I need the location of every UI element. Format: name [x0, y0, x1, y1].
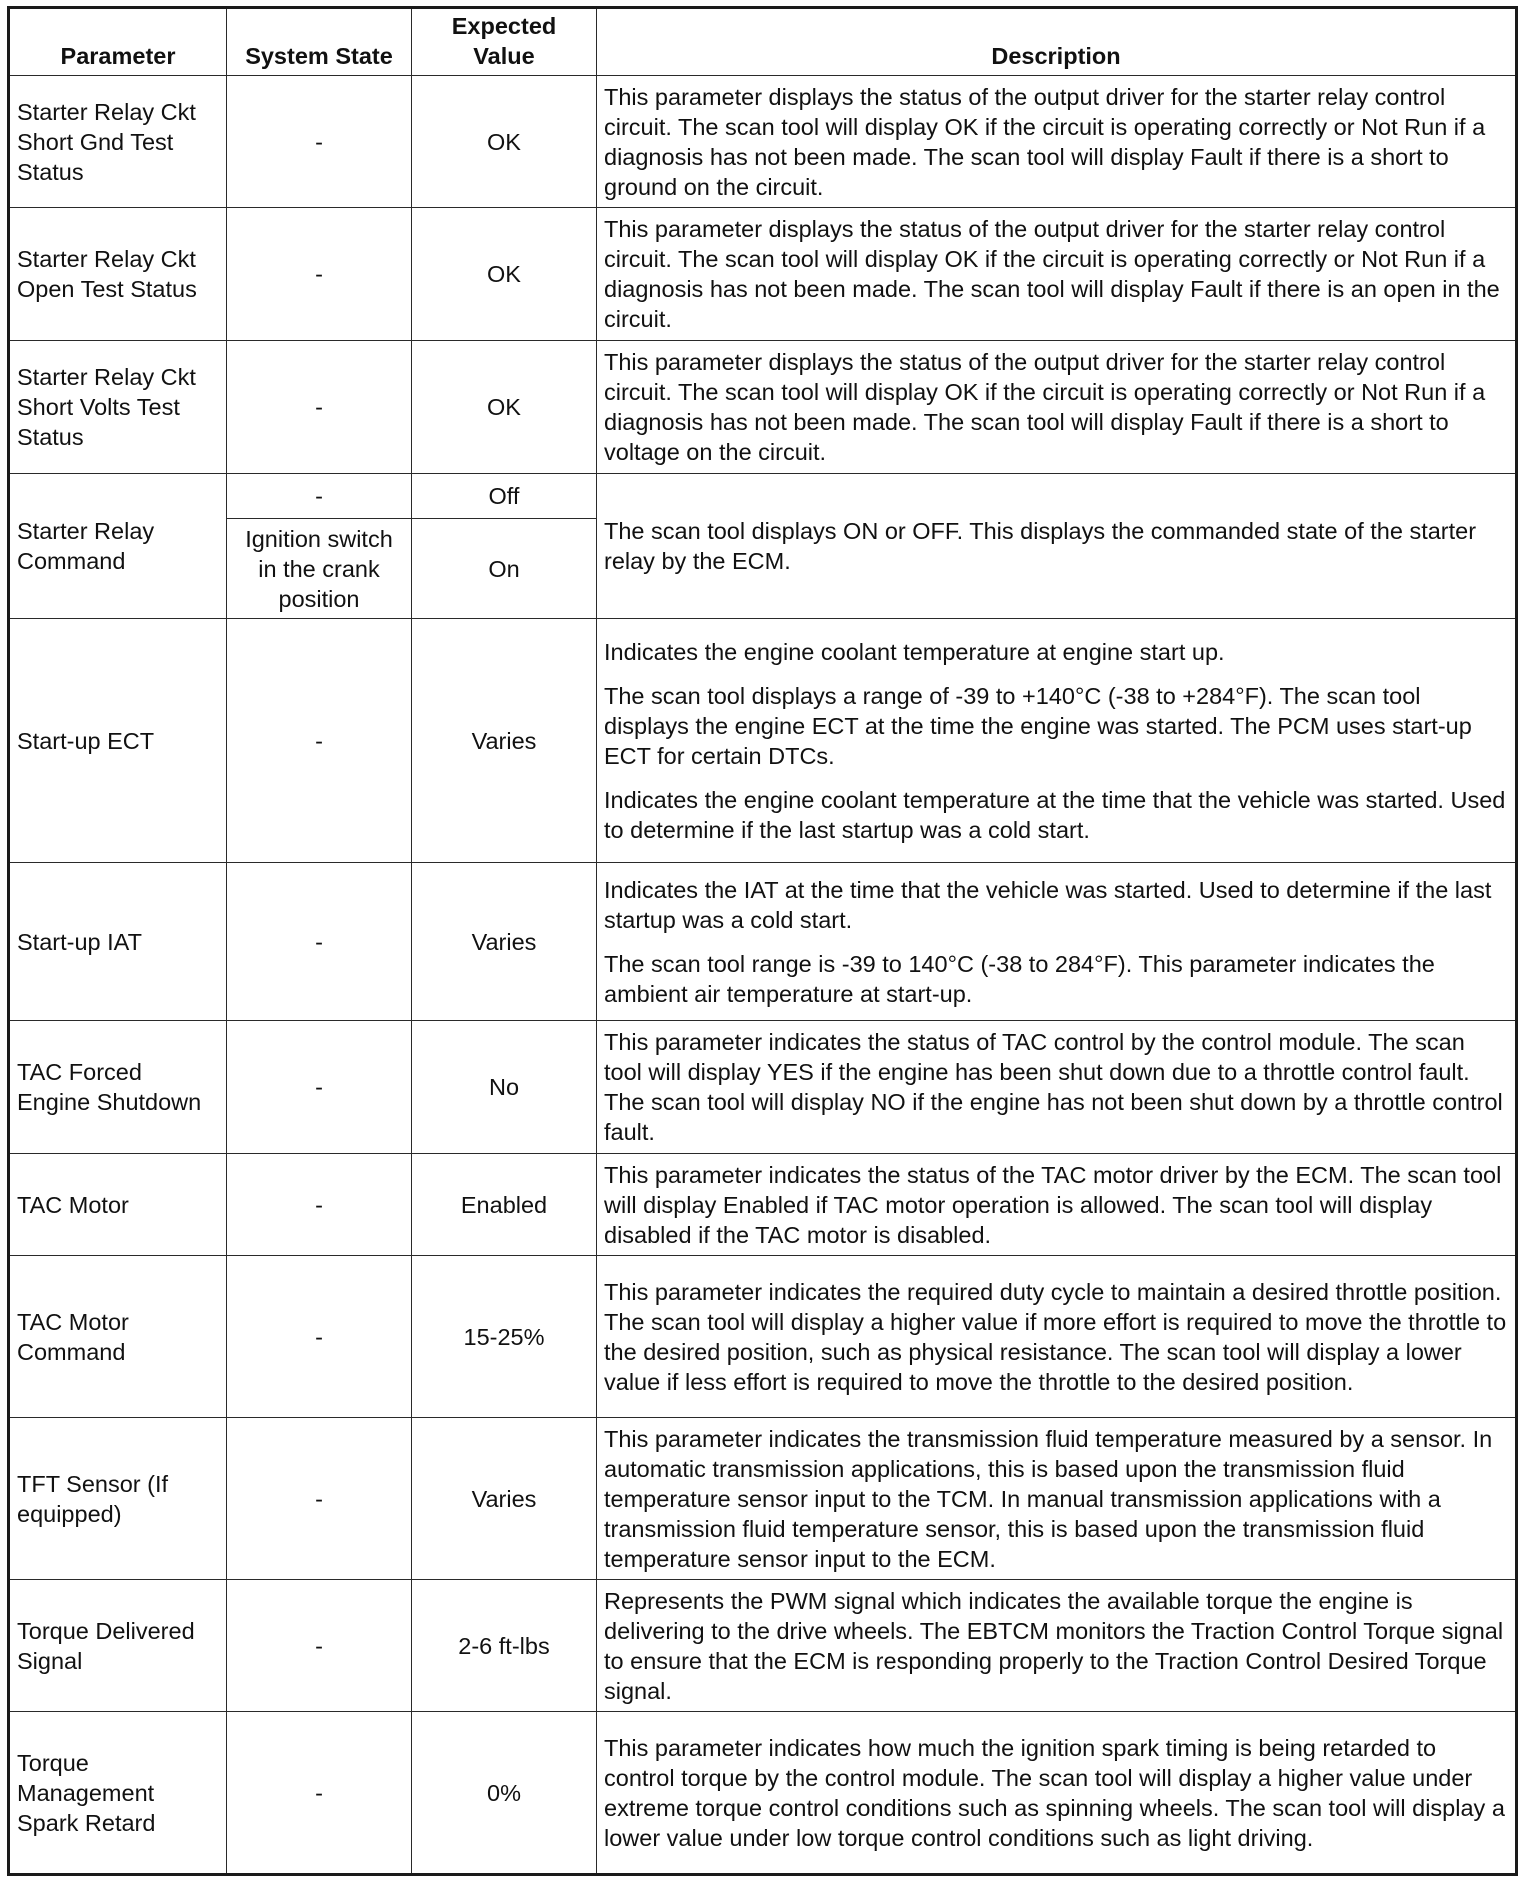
parameter-cell: Starter Relay Ckt Short Volts Test Status	[9, 341, 227, 474]
description-text: Represents the PWM signal which indicates the available torque the engine is delivering to the drive wheels. The EBTCM monitors the Traction Control Torque signal to ensure that the ECM is responding properly to the Traction Control Desired Torque signal.	[604, 1587, 1504, 1704]
description-cell	[597, 474, 1517, 619]
description-text: This parameter indicates how much the ignition spark timing is being retarded to control torque by the control module. The scan tool will display a higher value under extreme torque control conditions such as spinning wheels. The scan tool will display a lower value under low torque control conditions such as light driving.	[604, 1734, 1505, 1851]
description-text: This parameter indicates the status of the TAC motor driver by the ECM. The scan tool will display Enabled if TAC motor operation is allowed. The scan tool will display disabled if the TAC motor is disabled.	[604, 1161, 1502, 1248]
system-state-cell: -	[227, 1418, 412, 1580]
parameter-cell: Starter Relay Command	[9, 474, 227, 619]
parameter-cell: TAC Motor Command	[9, 1256, 227, 1418]
table-row	[9, 208, 1517, 341]
table-row	[9, 76, 1517, 208]
description-cell	[597, 1712, 1517, 1875]
description-text: Indicates the engine coolant temperature at engine start up.	[604, 638, 1225, 665]
description-cell	[597, 76, 1517, 208]
description-text: This parameter indicates the required duty cycle to maintain a desired throttle position. The scan tool will display a higher value if more effort is required to move the throttle to the desired position, such as physical resistance. The scan tool will display a lower value if less effort is required to move the throttle to the desired position.	[604, 1278, 1507, 1395]
description-text: The scan tool range is -39 to 140°C (-38 to 284°F). This parameter indicates the ambient air temperature at start-up.	[604, 950, 1435, 1007]
parameter-cell: TAC Motor	[9, 1154, 227, 1256]
system-state-cell: -	[227, 1712, 412, 1875]
parameter-cell: TAC Forced Engine Shutdown	[9, 1021, 227, 1154]
description-text: This parameter displays the status of the output driver for the starter relay control circuit. The scan tool will display OK if the circuit is operating correctly or Not Run if a diagnosis has not been made. The scan tool will display Fault if there is a short to voltage on the circuit.	[604, 349, 1486, 465]
system-state-cell: -	[227, 341, 412, 474]
description-cell	[597, 1256, 1517, 1418]
expected-value-cell: 2-6 ft-lbs	[412, 1580, 597, 1712]
expected-value-cell: 15-25%	[412, 1256, 597, 1418]
description-cell	[597, 1021, 1517, 1154]
parameter-cell: Start-up ECT	[9, 619, 227, 863]
system-state-cell: -	[227, 1256, 412, 1418]
parameter-table	[7, 6, 1518, 1876]
table-row	[9, 1154, 1517, 1256]
table-row	[9, 1021, 1517, 1154]
expected-value-cell: Varies	[412, 1418, 597, 1580]
description-text: This parameter indicates the status of TAC control by the control module. The scan tool will display YES if the engine has been shut down due to a throttle control fault. The scan tool will display NO if the engine has not been shut down by a throttle control fault.	[604, 1029, 1503, 1145]
table-row	[9, 1256, 1517, 1418]
description-cell	[597, 1580, 1517, 1712]
header-description: Description	[597, 8, 1517, 76]
table-row	[9, 1418, 1517, 1580]
description-cell	[597, 208, 1517, 341]
parameter-cell: Starter Relay Ckt Open Test Status	[9, 208, 227, 341]
description-text: This parameter displays the status of the output driver for the starter relay control circuit. The scan tool will display OK if the circuit is operating correctly or Not Run if a diagnosis has not been made. The scan tool will display Fault if there is a short to ground on the circuit.	[604, 83, 1486, 200]
expected-value-cell: Varies	[412, 863, 597, 1021]
table-row	[9, 619, 1517, 863]
system-state-cell: -	[227, 863, 412, 1021]
table-row	[9, 341, 1517, 474]
table-row	[9, 1712, 1517, 1875]
parameter-cell: Start-up IAT	[9, 863, 227, 1021]
system-state-cell: -	[227, 1021, 412, 1154]
description-text: Indicates the engine coolant temperature at the time that the vehicle was started. Used to determine if the last startup was a cold start.	[604, 786, 1506, 843]
expected-value-cell: On	[412, 519, 597, 619]
parameter-cell: Torque Management Spark Retard	[9, 1712, 227, 1875]
table-row	[9, 863, 1517, 1021]
description-text: The scan tool displays a range of -39 to +140°C (-38 to +284°F). The scan tool displays the engine ECT at the time the engine was started. The PCM uses start-up ECT for certain DTCs.	[604, 682, 1472, 769]
system-state-cell: -	[227, 619, 412, 863]
description-cell	[597, 619, 1517, 863]
header-expected-value: Expected Value	[412, 8, 597, 76]
header-row	[9, 8, 1517, 76]
expected-value-cell: 0%	[412, 1712, 597, 1875]
description-text: This parameter displays the status of the output driver for the starter relay control circuit. The scan tool will display OK if the circuit is operating correctly or Not Run if a diagnosis has not been made. The scan tool will display Fault if there is an open in the circuit.	[604, 216, 1500, 332]
system-state-cell: -	[227, 76, 412, 208]
expected-value-cell: Enabled	[412, 1154, 597, 1256]
description-text: This parameter indicates the transmission fluid temperature measured by a sensor. In automatic transmission applications, this is based upon the transmission fluid temperature sensor input to the TCM. In manual transmission applications with a transmission fluid temperature sensor, this is based upon the transmission fluid temperature sensor input to the ECM.	[604, 1425, 1493, 1572]
parameter-cell: Starter Relay Ckt Short Gnd Test Status	[9, 76, 227, 208]
header-parameter: Parameter	[9, 8, 227, 76]
description-cell	[597, 863, 1517, 1021]
description-cell	[597, 1154, 1517, 1256]
expected-value-cell: No	[412, 1021, 597, 1154]
description-text: The scan tool displays ON or OFF. This displays the commanded state of the starter relay by the ECM.	[604, 518, 1477, 574]
expected-value-cell: Off	[412, 474, 597, 519]
table-row	[9, 1580, 1517, 1712]
expected-value-cell: OK	[412, 76, 597, 208]
expected-value-cell: Varies	[412, 619, 597, 863]
parameter-cell: Torque Delivered Signal	[9, 1580, 227, 1712]
expected-value-cell: OK	[412, 341, 597, 474]
system-state-cell: -	[227, 1154, 412, 1256]
system-state-cell: -	[227, 1580, 412, 1712]
parameter-cell: TFT Sensor (If equipped)	[9, 1418, 227, 1580]
system-state-cell: -	[227, 474, 412, 519]
system-state-cell: -	[227, 208, 412, 341]
header-system-state: System State	[227, 8, 412, 76]
system-state-cell: Ignition switch in the crank position	[227, 519, 412, 619]
expected-value-cell: OK	[412, 208, 597, 341]
description-cell	[597, 341, 1517, 474]
table-row	[9, 474, 1517, 519]
description-text: Indicates the IAT at the time that the vehicle was started. Used to determine if the last startup was a cold start.	[604, 876, 1492, 933]
description-cell	[597, 1418, 1517, 1580]
